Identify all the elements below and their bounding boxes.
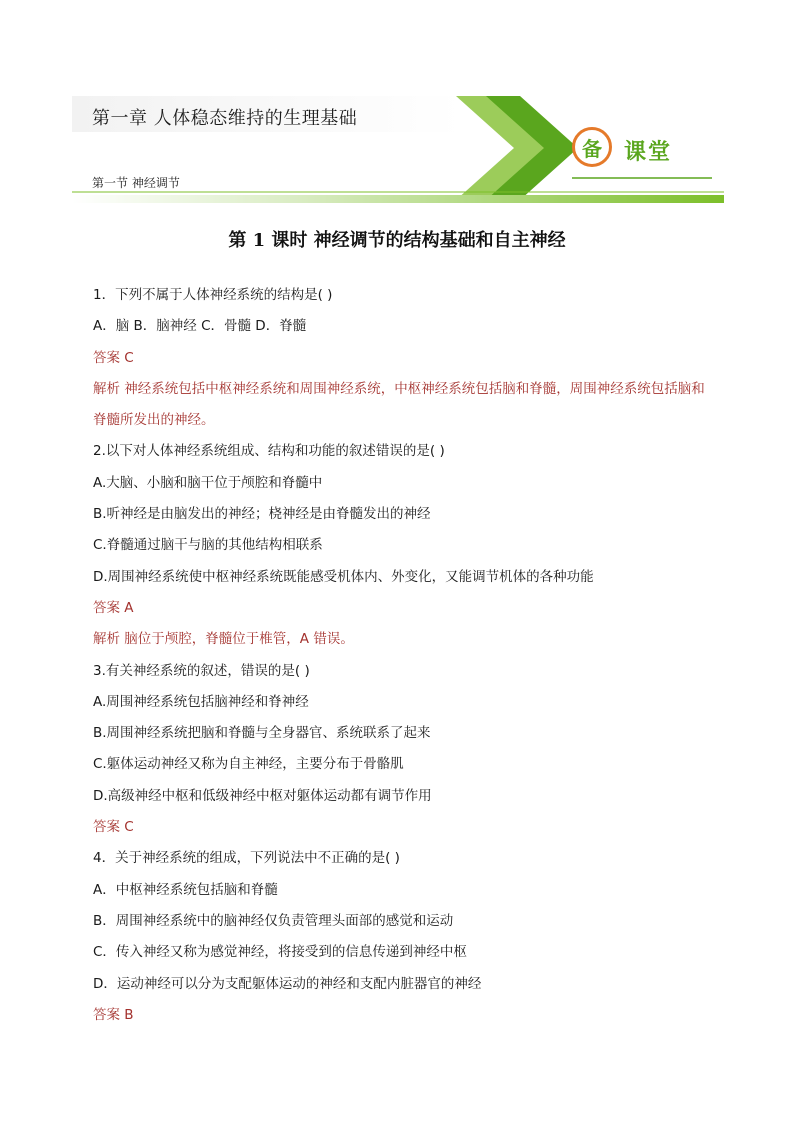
option-a: A.周围神经系统包括脑神经和脊神经 xyxy=(93,693,309,710)
question-stem: 3.有关神经系统的叙述，错误的是( ) xyxy=(93,662,310,679)
answer-line: 答案 A xyxy=(93,599,134,616)
answer-line: 答案 B xyxy=(93,1006,134,1023)
question-stem: 2.以下对人体神经系统组成、结构和功能的叙述错误的是( ) xyxy=(93,443,445,460)
question-list xyxy=(93,280,713,1031)
analysis-text: 解析 脑位于颅腔，脊髓位于椎管，A 错误。 xyxy=(93,631,354,648)
option-c: C.躯体运动神经又称为自主神经，主要分布于骨骼肌 xyxy=(93,756,404,773)
question-options: A．脑 B．脑神经 C．骨髓 D．脊髓 xyxy=(93,318,307,335)
option-d: D.高级神经中枢和低级神经中枢对躯体运动都有调节作用 xyxy=(93,787,432,804)
bottom-rule xyxy=(72,195,724,203)
badge-label: 课堂 xyxy=(624,140,673,165)
answer-line: 答案 C xyxy=(93,819,134,836)
analysis-text: 解析 神经系统包括中枢神经系统和周围神经系统，中枢神经系统包括脑和脊髓，周围神经系统包括脑和脊髓所发出的神经。 xyxy=(93,380,705,429)
chapter-title: 第一章 人体稳态维持的生理基础 xyxy=(92,108,358,129)
question-stem: 4．关于神经系统的组成，下列说法中不正确的是( ) xyxy=(93,850,400,867)
option-d: D．运动神经可以分为支配躯体运动的神经和支配内脏器官的神经 xyxy=(93,975,482,992)
option-b: B．周围神经系统中的脑神经仅负责管理头面部的感觉和运动 xyxy=(93,912,454,929)
lesson-title: 第 1 课时 神经调节的结构基础和自主神经 xyxy=(228,230,566,251)
page-header xyxy=(72,96,724,206)
option-a: A.大脑、小脑和脑干位于颅腔和脊髓中 xyxy=(93,474,323,491)
option-c: C．传入神经又称为感觉神经，将接受到的信息传递到神经中枢 xyxy=(93,944,467,961)
answer-line: 答案 C xyxy=(93,349,134,366)
option-d: D.周围神经系统使中枢神经系统既能感受机体内、外变化，又能调节机体的各种功能 xyxy=(93,568,594,585)
option-a: A．中枢神经系统包括脑和脊髓 xyxy=(93,881,278,898)
option-c: C.脊髓通过脑干与脑的其他结构相联系 xyxy=(93,537,323,554)
badge-icon: 备 xyxy=(572,127,612,167)
section-title: 第一节 神经调节 xyxy=(92,176,180,190)
option-b: B.听神经是由脑发出的神经；桡神经是由脊髓发出的神经 xyxy=(93,506,431,523)
option-b: B.周围神经系统把脑和脊髓与全身器官、系统联系了起来 xyxy=(93,725,431,742)
question-stem: 1．下列不属于人体神经系统的结构是( ) xyxy=(93,287,333,303)
